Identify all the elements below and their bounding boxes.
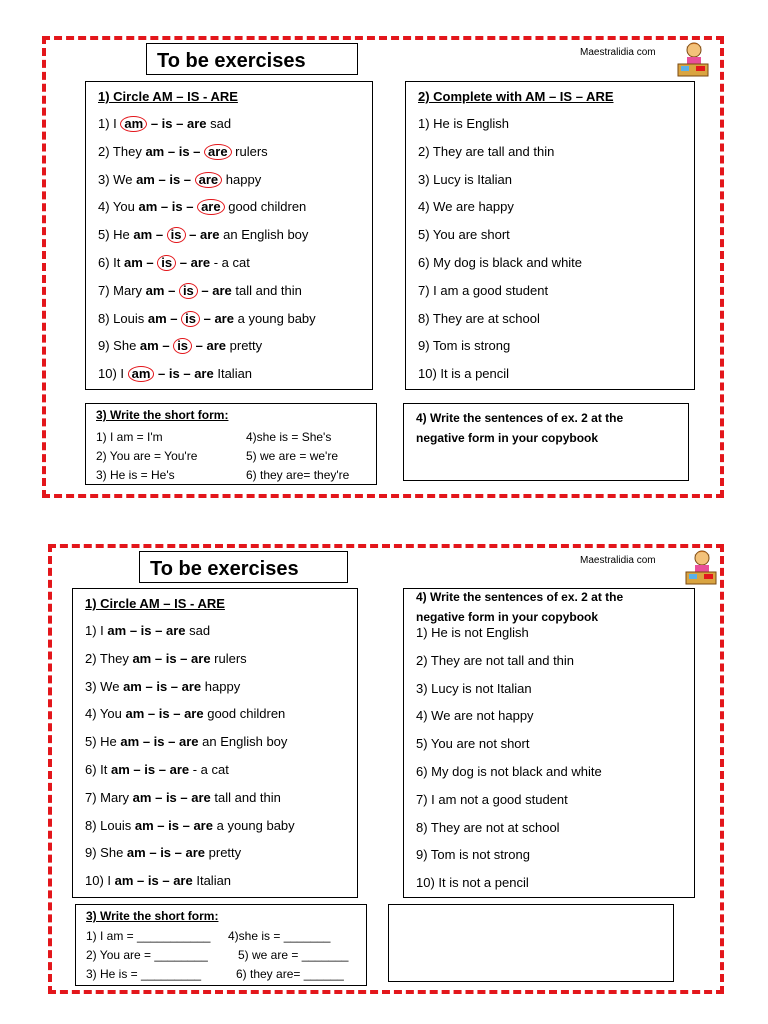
exercise-4-item: 1) He is not English bbox=[416, 625, 529, 640]
short-form-item: 2) You are = You're bbox=[96, 449, 198, 463]
item-subject: 2) They bbox=[98, 143, 146, 159]
exercise-4-item: 5) You are not short bbox=[416, 736, 530, 752]
verb-option: are bbox=[190, 255, 211, 270]
exercise-4-title-line2: negative form in your copybook bbox=[416, 431, 599, 445]
dash-separator: – bbox=[139, 734, 154, 750]
site-label: Maestralidia com bbox=[580, 47, 656, 58]
teacher-icon bbox=[684, 548, 718, 586]
dash-separator: – bbox=[164, 734, 179, 750]
item-complement: an English boy bbox=[219, 227, 309, 243]
item-complement: an English boy bbox=[198, 734, 288, 750]
dash-separator: – bbox=[166, 310, 182, 326]
verb-option: am bbox=[138, 199, 158, 215]
verb-option: is bbox=[181, 311, 200, 327]
dash-separator: – bbox=[199, 310, 215, 326]
verb-option: are bbox=[184, 706, 204, 722]
dash-separator: – bbox=[141, 678, 157, 694]
dash-separator: – bbox=[157, 199, 172, 215]
item-complement: rulers bbox=[210, 650, 247, 666]
exercise-1-item bbox=[98, 255, 250, 271]
dash-separator: – bbox=[144, 706, 159, 722]
short-form-item: 4)she is = She's bbox=[246, 430, 332, 444]
dash-separator: – bbox=[176, 650, 192, 666]
dash-separator: – bbox=[145, 845, 161, 861]
exercise-4-item: 8) They are not at school bbox=[416, 819, 560, 835]
short-form-item: 4)she is = _______ bbox=[228, 929, 331, 943]
exercise-4-box bbox=[403, 403, 689, 481]
verb-option: am bbox=[132, 789, 152, 805]
item-complement: pretty bbox=[226, 338, 263, 354]
item-complement: sad bbox=[185, 623, 211, 638]
dash-separator: – bbox=[192, 338, 207, 354]
exercise-1-item bbox=[85, 845, 241, 860]
short-form-item: 1) I am = I'm bbox=[96, 430, 163, 444]
verb-option: am bbox=[120, 116, 147, 132]
short-form-item: 3) He is = _________ bbox=[86, 967, 202, 981]
verb-option: am bbox=[123, 678, 142, 694]
exercise-1-item bbox=[85, 873, 231, 888]
verb-option: am bbox=[128, 366, 155, 382]
verb-option: am bbox=[111, 762, 130, 777]
exercise-1-item bbox=[85, 790, 281, 805]
item-complement: happy bbox=[201, 678, 241, 694]
short-form-item: 5) we are = we're bbox=[246, 449, 338, 463]
exercise-1-item bbox=[98, 144, 268, 160]
dash-separator: – bbox=[151, 650, 166, 666]
dash-separator: – bbox=[142, 255, 158, 270]
item-complement: - a cat bbox=[210, 255, 250, 270]
exercise-3-title: 3) Write the short form: bbox=[86, 909, 219, 923]
dash-separator: – bbox=[176, 789, 192, 805]
answer-box bbox=[388, 904, 674, 982]
dash-separator: – bbox=[147, 116, 162, 131]
verb-option: am bbox=[125, 706, 145, 722]
item-complement: Italian bbox=[213, 366, 253, 382]
verb-option: are bbox=[173, 873, 193, 889]
exercise-2-item: 9) Tom is strong bbox=[418, 338, 511, 354]
dash-separator: – bbox=[169, 706, 185, 722]
short-form-item: 6) they are= they're bbox=[246, 468, 350, 482]
verb-option: are bbox=[206, 338, 227, 354]
verb-option: are bbox=[214, 310, 234, 326]
item-subject: 4) You bbox=[85, 706, 126, 722]
short-form-item: 2) You are = ________ bbox=[86, 948, 208, 962]
item-subject: 1) I bbox=[85, 623, 108, 638]
item-subject: 1) I bbox=[98, 116, 121, 131]
dash-separator: – bbox=[179, 366, 195, 382]
exercise-2-item: 3) Lucy is Italian bbox=[418, 171, 512, 187]
exercise-1-item bbox=[98, 338, 262, 354]
item-subject: 6) It bbox=[85, 762, 112, 777]
verb-option: is bbox=[169, 171, 181, 187]
item-subject: 4) You bbox=[98, 199, 139, 215]
exercise-1-item bbox=[98, 366, 252, 382]
verb-option: are bbox=[186, 116, 207, 131]
item-subject: 5) He bbox=[98, 227, 134, 243]
exercise-4-item: 6) My dog is not black and white bbox=[416, 764, 602, 779]
dash-separator: – bbox=[129, 762, 145, 777]
short-form-item: 1) I am = ___________ bbox=[86, 929, 211, 943]
exercise-1-item bbox=[98, 116, 231, 132]
exercise-4-item: 10) It is not a pencil bbox=[416, 875, 529, 891]
item-complement: tall and thin bbox=[231, 282, 302, 298]
verb-option: am bbox=[133, 227, 153, 243]
verb-option: are bbox=[195, 172, 223, 188]
exercise-1-item bbox=[85, 679, 240, 694]
site-label: Maestralidia com bbox=[580, 555, 656, 566]
verb-option: is bbox=[147, 873, 159, 889]
exercise-1-item bbox=[98, 172, 261, 188]
item-subject: 9) She bbox=[98, 338, 140, 354]
dash-separator: – bbox=[126, 623, 141, 638]
verb-option: am bbox=[114, 873, 134, 889]
item-complement: a young baby bbox=[233, 310, 316, 326]
verb-option: is bbox=[158, 706, 170, 722]
exercise-1-item bbox=[98, 227, 308, 243]
dash-separator: – bbox=[151, 789, 166, 805]
exercise-1-item bbox=[85, 651, 247, 666]
item-complement: pretty bbox=[205, 845, 242, 861]
item-complement: rulers bbox=[231, 143, 268, 159]
verb-option: am bbox=[126, 845, 146, 861]
exercise-1-title: 1) Circle AM – IS - ARE bbox=[98, 89, 238, 104]
item-subject: 2) They bbox=[85, 650, 133, 666]
exercise-1-item bbox=[85, 623, 210, 638]
dash-separator: – bbox=[158, 873, 174, 889]
verb-option: is bbox=[165, 789, 177, 805]
exercise-1-item bbox=[98, 199, 306, 215]
verb-option: am bbox=[145, 143, 165, 159]
exercise-2-item: 6) My dog is black and white bbox=[418, 255, 583, 270]
item-subject: 9) She bbox=[85, 845, 127, 861]
item-subject: 3) We bbox=[98, 171, 137, 187]
verb-option: is bbox=[144, 762, 156, 777]
verb-option: am bbox=[134, 817, 154, 833]
short-form-item: 5) we are = _______ bbox=[238, 948, 349, 962]
verb-option: are bbox=[191, 789, 211, 805]
dash-separator: – bbox=[172, 116, 187, 131]
verb-option: is bbox=[140, 623, 152, 638]
teacher-icon bbox=[676, 40, 710, 78]
dash-separator: – bbox=[167, 678, 182, 694]
verb-option: am bbox=[139, 338, 159, 354]
exercise-2-item: 4) We are happy bbox=[418, 199, 514, 215]
item-subject: 7) Mary bbox=[98, 282, 146, 298]
item-complement: Italian bbox=[192, 873, 232, 889]
dash-separator: – bbox=[182, 199, 198, 215]
worksheet-bottom bbox=[0, 508, 768, 1020]
verb-option: is bbox=[178, 143, 190, 159]
exercise-3-box bbox=[85, 403, 377, 485]
verb-option: am bbox=[124, 255, 143, 270]
verb-option: are bbox=[193, 817, 213, 833]
exercise-4-item: 4) We are not happy bbox=[416, 708, 534, 724]
exercise-1-item bbox=[85, 706, 285, 721]
item-complement: happy bbox=[222, 171, 262, 187]
verb-option: is bbox=[161, 116, 173, 131]
dash-separator: – bbox=[164, 282, 179, 298]
verb-option: is bbox=[171, 199, 183, 215]
worksheet-title: To be exercises bbox=[139, 551, 348, 583]
verb-option: is bbox=[157, 255, 176, 271]
verb-option: am bbox=[107, 623, 127, 638]
dash-separator: – bbox=[180, 171, 195, 187]
verb-option: is bbox=[160, 845, 172, 861]
exercise-4-item: 7) I am not a good student bbox=[416, 791, 568, 807]
exercise-4-title-line2: negative form in your copybook bbox=[416, 610, 599, 624]
exercise-1-item bbox=[85, 818, 295, 833]
item-complement: good children bbox=[224, 199, 307, 215]
item-subject: 10) I bbox=[98, 366, 128, 382]
exercise-2-item: 5) You are short bbox=[418, 227, 510, 243]
item-complement: sad bbox=[206, 116, 232, 131]
item-subject: 3) We bbox=[85, 678, 124, 694]
exercise-2-item: 7) I am a good student bbox=[418, 282, 549, 298]
dash-separator: – bbox=[153, 817, 169, 833]
verb-option: are bbox=[185, 845, 206, 861]
exercise-4-title bbox=[416, 587, 623, 627]
item-subject: 8) Louis bbox=[85, 817, 135, 833]
dash-separator: – bbox=[197, 282, 213, 298]
worksheet-title: To be exercises bbox=[146, 43, 358, 75]
exercise-2-title: 2) Complete with AM – IS – ARE bbox=[418, 89, 614, 104]
verb-option: is bbox=[156, 678, 168, 694]
exercise-1-box bbox=[72, 588, 358, 898]
verb-option: am bbox=[147, 310, 167, 326]
exercise-2-item: 8) They are at school bbox=[418, 310, 540, 326]
exercise-2-item: 10) It is a pencil bbox=[418, 366, 510, 382]
item-subject: 8) Louis bbox=[98, 310, 148, 326]
dash-separator: – bbox=[189, 143, 205, 159]
exercise-4-item: 3) Lucy is not Italian bbox=[416, 680, 532, 696]
dash-separator: – bbox=[152, 227, 167, 243]
verb-option: is bbox=[165, 650, 177, 666]
exercise-2-box bbox=[405, 81, 695, 390]
exercise-4-item: 9) Tom is not strong bbox=[416, 847, 530, 863]
dash-separator: – bbox=[155, 762, 170, 777]
exercise-4-title bbox=[416, 408, 623, 448]
exercise-4-box bbox=[403, 588, 695, 898]
exercise-1-item bbox=[98, 283, 302, 299]
item-subject: 10) I bbox=[85, 873, 115, 889]
item-complement: good children bbox=[203, 706, 286, 722]
verb-option: am bbox=[145, 282, 165, 298]
verb-option: are bbox=[197, 199, 225, 215]
verb-option: are bbox=[194, 366, 214, 382]
verb-option: are bbox=[212, 282, 232, 298]
exercise-2-item: 2) They are tall and thin bbox=[418, 143, 555, 159]
dash-separator: – bbox=[154, 366, 169, 382]
exercise-4-item: 2) They are not tall and thin bbox=[416, 652, 575, 668]
verb-option: are bbox=[204, 144, 232, 160]
exercise-4-title-line1: 4) Write the sentences of ex. 2 at the bbox=[416, 411, 624, 425]
verb-option: is bbox=[179, 283, 198, 299]
dash-separator: – bbox=[178, 817, 194, 833]
verb-option: is bbox=[167, 227, 186, 243]
item-complement: - a cat bbox=[189, 762, 229, 777]
dash-separator: – bbox=[164, 143, 179, 159]
dash-separator: – bbox=[158, 338, 174, 354]
dash-separator: – bbox=[154, 171, 170, 187]
item-subject: 7) Mary bbox=[85, 789, 133, 805]
exercise-3-box bbox=[75, 904, 367, 986]
short-form-item: 6) they are= ______ bbox=[236, 967, 344, 981]
verb-option: are bbox=[181, 678, 202, 694]
item-subject: 6) It bbox=[98, 255, 125, 270]
dash-separator: – bbox=[185, 227, 200, 243]
dash-separator: – bbox=[133, 873, 148, 889]
exercise-3-title: 3) Write the short form: bbox=[96, 408, 229, 422]
dash-separator: – bbox=[171, 845, 186, 861]
verb-option: are bbox=[178, 734, 199, 750]
item-complement: tall and thin bbox=[210, 789, 281, 805]
exercise-1-item bbox=[85, 734, 287, 749]
verb-option: is bbox=[153, 734, 165, 750]
verb-option: are bbox=[199, 227, 220, 243]
verb-option: are bbox=[191, 650, 211, 666]
verb-option: is bbox=[168, 366, 180, 382]
exercise-1-title: 1) Circle AM – IS - ARE bbox=[85, 596, 225, 611]
verb-option: is bbox=[168, 817, 179, 833]
verb-option: am bbox=[132, 650, 152, 666]
exercise-4-title-line1: 4) Write the sentences of ex. 2 at the bbox=[416, 590, 624, 604]
exercise-1-box bbox=[85, 81, 373, 390]
exercise-1-item bbox=[85, 762, 229, 777]
dash-separator: – bbox=[151, 623, 166, 638]
exercise-1-item bbox=[98, 311, 316, 327]
short-form-item: 3) He is = He's bbox=[96, 468, 175, 482]
verb-option: is bbox=[173, 338, 192, 354]
verb-option: are bbox=[165, 623, 186, 638]
exercise-2-item: 1) He is English bbox=[418, 116, 510, 131]
item-subject: 5) He bbox=[85, 734, 121, 750]
dash-separator: – bbox=[176, 255, 191, 270]
item-complement: a young baby bbox=[212, 817, 295, 833]
verb-option: am bbox=[120, 734, 140, 750]
verb-option: are bbox=[169, 762, 190, 777]
verb-option: am bbox=[136, 171, 155, 187]
